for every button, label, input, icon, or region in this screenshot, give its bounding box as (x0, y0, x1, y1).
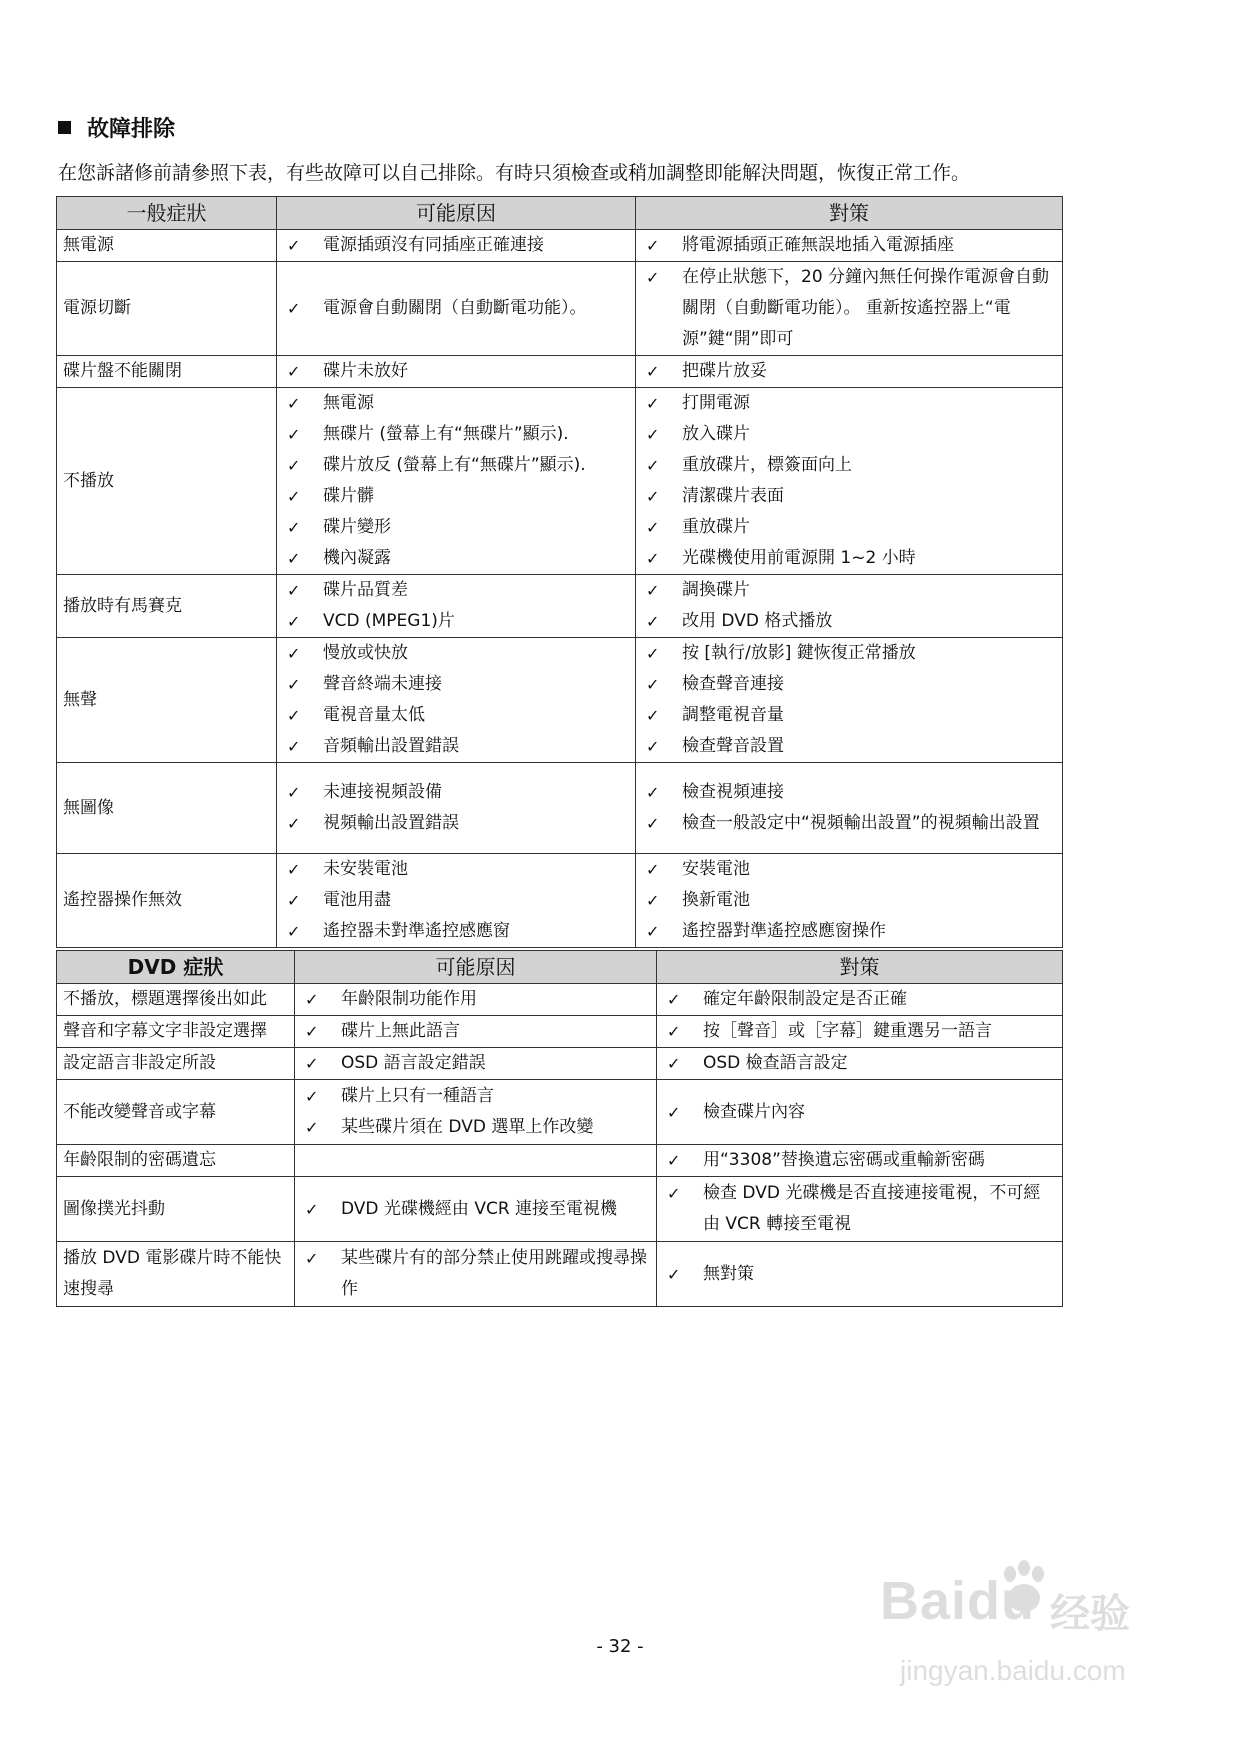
cause-item (301, 1081, 650, 1112)
header-cause: 可能原因 (295, 951, 657, 984)
baidu-jingyan-watermark (880, 1560, 1200, 1710)
remedy-item (642, 885, 1056, 916)
checkmark-icon: ✓ (287, 549, 301, 568)
remedy-text: 重放碟片 (682, 517, 750, 537)
cause-item (301, 1112, 650, 1143)
checkmark-icon: ✓ (646, 268, 660, 287)
remedy-text: 確定年齡限制設定是否正確 (703, 989, 907, 1009)
remedy-text: 按 [執行/放影] 鍵恢復正常播放 (682, 643, 916, 663)
checkmark-icon: ✓ (287, 783, 301, 802)
cause-text: 無電源 (323, 393, 374, 413)
cause-cell (295, 1145, 657, 1177)
cause-item (301, 1016, 650, 1047)
remedy-cell (657, 984, 1063, 1016)
remedy-item (663, 1145, 1056, 1176)
checkmark-icon: ✓ (287, 518, 301, 537)
remedy-item (642, 669, 1056, 700)
cause-text: 音頻輸出設置錯誤 (323, 736, 459, 756)
checkmark-icon: ✓ (305, 1054, 319, 1073)
symptom-cell: 聲音和字幕文字非設定選擇 (57, 1016, 295, 1048)
remedy-text: 檢查 DVD 光碟機是否直接連接電視，不可經由 VCR 轉接至電視 (703, 1183, 1041, 1234)
checkmark-icon: ✓ (287, 860, 301, 879)
checkmark-icon: ✓ (646, 891, 660, 910)
checkmark-icon: ✓ (646, 675, 660, 694)
remedy-text: OSD 檢查語言設定 (703, 1053, 848, 1073)
cause-text: DVD 光碟機經由 VCR 連接至電視機 (341, 1198, 618, 1219)
remedy-text: 安裝電池 (682, 859, 750, 879)
checkmark-icon: ✓ (305, 1022, 319, 1041)
cause-cell (295, 1177, 657, 1242)
cause-item (301, 1243, 650, 1305)
remedy-item (642, 700, 1056, 731)
remedy-item (663, 1178, 1056, 1240)
table-row (57, 854, 1063, 948)
cause-item (283, 512, 629, 543)
checkmark-icon: ✓ (646, 860, 660, 879)
cause-text: 遙控器未對準遙控感應窗 (323, 921, 510, 941)
checkmark-icon: ✓ (667, 1102, 681, 1122)
cause-item (283, 700, 629, 731)
cause-cell (277, 262, 636, 356)
page-number: - 32 - (596, 1636, 644, 1657)
remedy-text: 用“3308”替換遺忘密碼或重輸新密碼 (703, 1150, 985, 1170)
checkmark-icon: ✓ (287, 487, 301, 506)
remedy-text: 放入碟片 (682, 424, 750, 444)
remedy-cell (636, 230, 1063, 262)
remedy-text: 清潔碟片表面 (682, 486, 784, 506)
cause-item (283, 669, 629, 700)
remedy-item (663, 1016, 1056, 1047)
checkmark-icon: ✓ (667, 1151, 681, 1170)
remedy-cell (657, 1145, 1063, 1177)
cause-item (301, 984, 650, 1015)
table-row (57, 1145, 1063, 1177)
checkmark-icon: ✓ (646, 487, 660, 506)
cause-text: 碟片放反 (螢幕上有“無碟片”顯示). (323, 455, 586, 475)
checkmark-icon: ✓ (646, 612, 660, 631)
remedy-text: 在停止狀態下，20 分鐘內無任何操作電源會自動關閉（自動斷電功能）。 重新按遙控器上“電源”鍵“開”即可 (682, 267, 1050, 349)
remedy-text: 檢查碟片內容 (703, 1101, 805, 1122)
symptom-cell: 播放時有馬賽克 (57, 575, 277, 638)
checkmark-icon: ✓ (305, 1087, 319, 1106)
cause-item (283, 854, 629, 885)
watermark-url: jingyan.baidu.com (900, 1655, 1126, 1686)
remedy-item (642, 481, 1056, 512)
symptom-cell: 碟片盤不能關閉 (57, 356, 277, 388)
cause-text: 電源會自動關閉（自動斷電功能）。 (323, 298, 587, 318)
cause-text: 聲音終端未連接 (323, 674, 442, 694)
watermark-brand: Baidu (880, 1571, 1036, 1631)
table-row (57, 763, 1063, 854)
symptom-cell: 遙控器操作無效 (57, 854, 277, 948)
dvd-symptoms-table (56, 950, 1063, 1307)
cause-item (283, 916, 629, 947)
remedy-cell (636, 262, 1063, 356)
general-symptoms-table (56, 196, 1063, 948)
remedy-item (642, 450, 1056, 481)
checkmark-icon: ✓ (667, 1022, 681, 1041)
checkmark-icon: ✓ (646, 922, 660, 941)
cause-text: 碟片未放好 (323, 361, 408, 381)
table-row (57, 1177, 1063, 1242)
remedy-text: 檢查視頻連接 (682, 782, 784, 802)
cause-item (301, 1194, 650, 1225)
cause-cell (295, 1242, 657, 1307)
header-symptom: DVD 症狀 (57, 951, 295, 984)
symptom-cell: 無電源 (57, 230, 277, 262)
remedy-cell (657, 1177, 1063, 1242)
checkmark-icon: ✓ (305, 990, 319, 1009)
remedy-text: 改用 DVD 格式播放 (682, 611, 833, 631)
symptom-cell: 不播放，標題選擇後出如此 (57, 984, 295, 1016)
checkmark-icon: ✓ (287, 891, 301, 910)
cause-item (283, 777, 629, 808)
cause-item (283, 388, 629, 419)
symptom-cell: 圖像撲光抖動 (57, 1177, 295, 1242)
remedy-text: 調換碟片 (682, 580, 750, 600)
remedy-item (642, 808, 1056, 839)
cause-text: 碟片上無此語言 (341, 1021, 460, 1041)
remedy-item (642, 575, 1056, 606)
section-title (58, 112, 175, 143)
cause-text: 未安裝電池 (323, 859, 408, 879)
cause-text: 視頻輸出設置錯誤 (323, 813, 459, 833)
cause-cell (277, 388, 636, 575)
cause-item (283, 808, 629, 839)
checkmark-icon: ✓ (287, 706, 301, 725)
cause-item (301, 1048, 650, 1079)
remedy-text: 檢查聲音設置 (682, 736, 784, 756)
checkmark-icon: ✓ (646, 394, 660, 413)
checkmark-icon: ✓ (646, 549, 660, 568)
cause-text: 無碟片 (螢幕上有“無碟片”顯示). (323, 424, 569, 444)
table-row (57, 575, 1063, 638)
remedy-item (642, 230, 1056, 261)
cause-cell (277, 763, 636, 854)
paw-icon (998, 1560, 1050, 1620)
cause-item (283, 481, 629, 512)
cause-text: 碟片品質差 (323, 580, 408, 600)
cause-cell (295, 1048, 657, 1080)
remedy-item (663, 984, 1056, 1015)
cause-cell (277, 575, 636, 638)
symptom-cell: 無圖像 (57, 763, 277, 854)
checkmark-icon: ✓ (667, 1264, 681, 1284)
cause-text: 碟片髒 (323, 486, 374, 506)
cause-item (283, 419, 629, 450)
remedy-cell (657, 1242, 1063, 1307)
remedy-text: 重放碟片，標簽面向上 (682, 455, 852, 475)
remedy-item (642, 262, 1056, 355)
remedy-text: 遙控器對準遙控感應窗操作 (682, 921, 886, 941)
checkmark-icon: ✓ (646, 814, 660, 833)
cause-text: 碟片變形 (323, 517, 391, 537)
checkmark-icon: ✓ (287, 362, 301, 381)
remedy-text: 把碟片放妥 (682, 361, 767, 381)
cause-cell (295, 984, 657, 1016)
checkmark-icon: ✓ (287, 612, 301, 631)
table-row (57, 1080, 1063, 1145)
cause-cell (277, 638, 636, 763)
cause-cell (277, 230, 636, 262)
checkmark-icon: ✓ (646, 425, 660, 444)
table-row (57, 984, 1063, 1016)
table-row (57, 1048, 1063, 1080)
table-row (57, 230, 1063, 262)
checkmark-icon: ✓ (287, 581, 301, 600)
cause-text: 碟片上只有一種語言 (341, 1086, 494, 1106)
square-bullet-icon (58, 121, 71, 134)
cause-text: VCD (MPEG1)片 (323, 611, 455, 631)
remedy-item (642, 606, 1056, 637)
symptom-cell: 不能改變聲音或字幕 (57, 1080, 295, 1145)
cause-item (283, 731, 629, 762)
remedy-item (642, 543, 1056, 574)
remedy-item (663, 1048, 1056, 1079)
watermark-suffix: 经验 (1050, 1591, 1130, 1637)
symptom-cell: 年齡限制的密碼遺忘 (57, 1145, 295, 1177)
remedy-text: 按［聲音］或［字幕］鍵重選另一語言 (703, 1021, 992, 1041)
checkmark-icon: ✓ (646, 456, 660, 475)
remedy-item (642, 512, 1056, 543)
header-remedy: 對策 (657, 951, 1063, 984)
checkmark-icon: ✓ (287, 299, 301, 318)
cause-item (283, 450, 629, 481)
remedy-text: 檢查聲音連接 (682, 674, 784, 694)
remedy-item (642, 777, 1056, 808)
checkmark-icon: ✓ (287, 394, 301, 413)
cause-text: 年齡限制功能作用 (341, 989, 477, 1009)
symptom-cell: 播放 DVD 電影碟片時不能快速搜尋 (57, 1242, 295, 1307)
remedy-text: 檢查一般設定中“視頻輸出設置”的視頻輸出設置 (682, 813, 1040, 833)
checkmark-icon: ✓ (646, 518, 660, 537)
cause-text: 電源插頭沒有同插座正確連接 (323, 235, 544, 255)
checkmark-icon: ✓ (287, 236, 301, 255)
checkmark-icon: ✓ (646, 581, 660, 600)
checkmark-icon: ✓ (646, 644, 660, 663)
checkmark-icon: ✓ (305, 1199, 319, 1219)
checkmark-icon: ✓ (305, 1118, 319, 1137)
section-title-text: 故障排除 (87, 117, 176, 142)
checkmark-icon: ✓ (287, 425, 301, 444)
remedy-cell (636, 854, 1063, 948)
checkmark-icon: ✓ (667, 990, 681, 1009)
cause-item (283, 606, 629, 637)
table-header-row (57, 951, 1063, 984)
remedy-item (642, 916, 1056, 947)
cause-cell (277, 356, 636, 388)
cause-item (283, 543, 629, 574)
cause-cell (277, 854, 636, 948)
remedy-cell (657, 1080, 1063, 1145)
remedy-item (642, 419, 1056, 450)
cause-item (283, 293, 629, 324)
table-row (57, 356, 1063, 388)
checkmark-icon: ✓ (646, 706, 660, 725)
checkmark-icon: ✓ (287, 737, 301, 756)
remedy-text: 將電源插頭正確無誤地插入電源插座 (682, 235, 954, 255)
checkmark-icon: ✓ (287, 922, 301, 941)
remedy-item (642, 731, 1056, 762)
table-row (57, 1242, 1063, 1307)
checkmark-icon: ✓ (667, 1054, 681, 1073)
symptom-cell: 不播放 (57, 388, 277, 575)
cause-item (283, 885, 629, 916)
remedy-item (642, 356, 1056, 387)
cause-text: 慢放或快放 (323, 643, 408, 663)
checkmark-icon: ✓ (287, 675, 301, 694)
remedy-text: 無對策 (703, 1263, 754, 1284)
remedy-cell (636, 388, 1063, 575)
remedy-item (663, 1097, 1056, 1128)
table-row (57, 388, 1063, 575)
remedy-cell (636, 763, 1063, 854)
remedy-text: 調整電視音量 (682, 705, 784, 725)
symptom-cell: 無聲 (57, 638, 277, 763)
remedy-item (642, 638, 1056, 669)
checkmark-icon: ✓ (287, 644, 301, 663)
cause-text: OSD 語言設定錯誤 (341, 1053, 486, 1073)
header-symptom: 一般症狀 (57, 197, 277, 230)
remedy-cell (657, 1016, 1063, 1048)
checkmark-icon: ✓ (305, 1249, 319, 1268)
cause-cell (295, 1080, 657, 1145)
remedy-text: 打開電源 (682, 393, 750, 413)
table-header-row (57, 197, 1063, 230)
cause-text: 電池用盡 (323, 890, 391, 910)
cause-item (283, 575, 629, 606)
remedy-cell (657, 1048, 1063, 1080)
cause-text: 某些碟片有的部分禁止使用跳躍或搜尋操作 (341, 1248, 647, 1299)
cause-text: 機內凝露 (323, 548, 391, 568)
checkmark-icon: ✓ (667, 1184, 681, 1203)
remedy-cell (636, 575, 1063, 638)
remedy-cell (636, 638, 1063, 763)
table-row (57, 1016, 1063, 1048)
remedy-text: 換新電池 (682, 890, 750, 910)
checkmark-icon: ✓ (287, 456, 301, 475)
remedy-item (642, 854, 1056, 885)
remedy-cell (636, 356, 1063, 388)
remedy-item (642, 388, 1056, 419)
cause-text: 未連接視頻設備 (323, 782, 442, 802)
intro-paragraph: 在您訴諸修前請參照下表，有些故障可以自己排除。有時只須檢查或稍加調整即能解決問題，恢復正常工作。 (58, 162, 971, 184)
remedy-item (663, 1259, 1056, 1290)
symptom-cell: 電源切斷 (57, 262, 277, 356)
remedy-text: 光碟機使用前電源開 1~2 小時 (682, 548, 916, 568)
cause-text: 某些碟片須在 DVD 選單上作改變 (341, 1117, 594, 1137)
cause-text: 電視音量太低 (323, 705, 425, 725)
header-cause: 可能原因 (277, 197, 636, 230)
checkmark-icon: ✓ (646, 236, 660, 255)
checkmark-icon: ✓ (646, 783, 660, 802)
cause-item (283, 638, 629, 669)
table-row (57, 262, 1063, 356)
symptom-cell: 設定語言非設定所設 (57, 1048, 295, 1080)
header-remedy: 對策 (636, 197, 1063, 230)
cause-item (283, 230, 629, 261)
checkmark-icon: ✓ (287, 814, 301, 833)
checkmark-icon: ✓ (646, 362, 660, 381)
cause-cell (295, 1016, 657, 1048)
table-row (57, 638, 1063, 763)
checkmark-icon: ✓ (646, 737, 660, 756)
cause-item (283, 356, 629, 387)
